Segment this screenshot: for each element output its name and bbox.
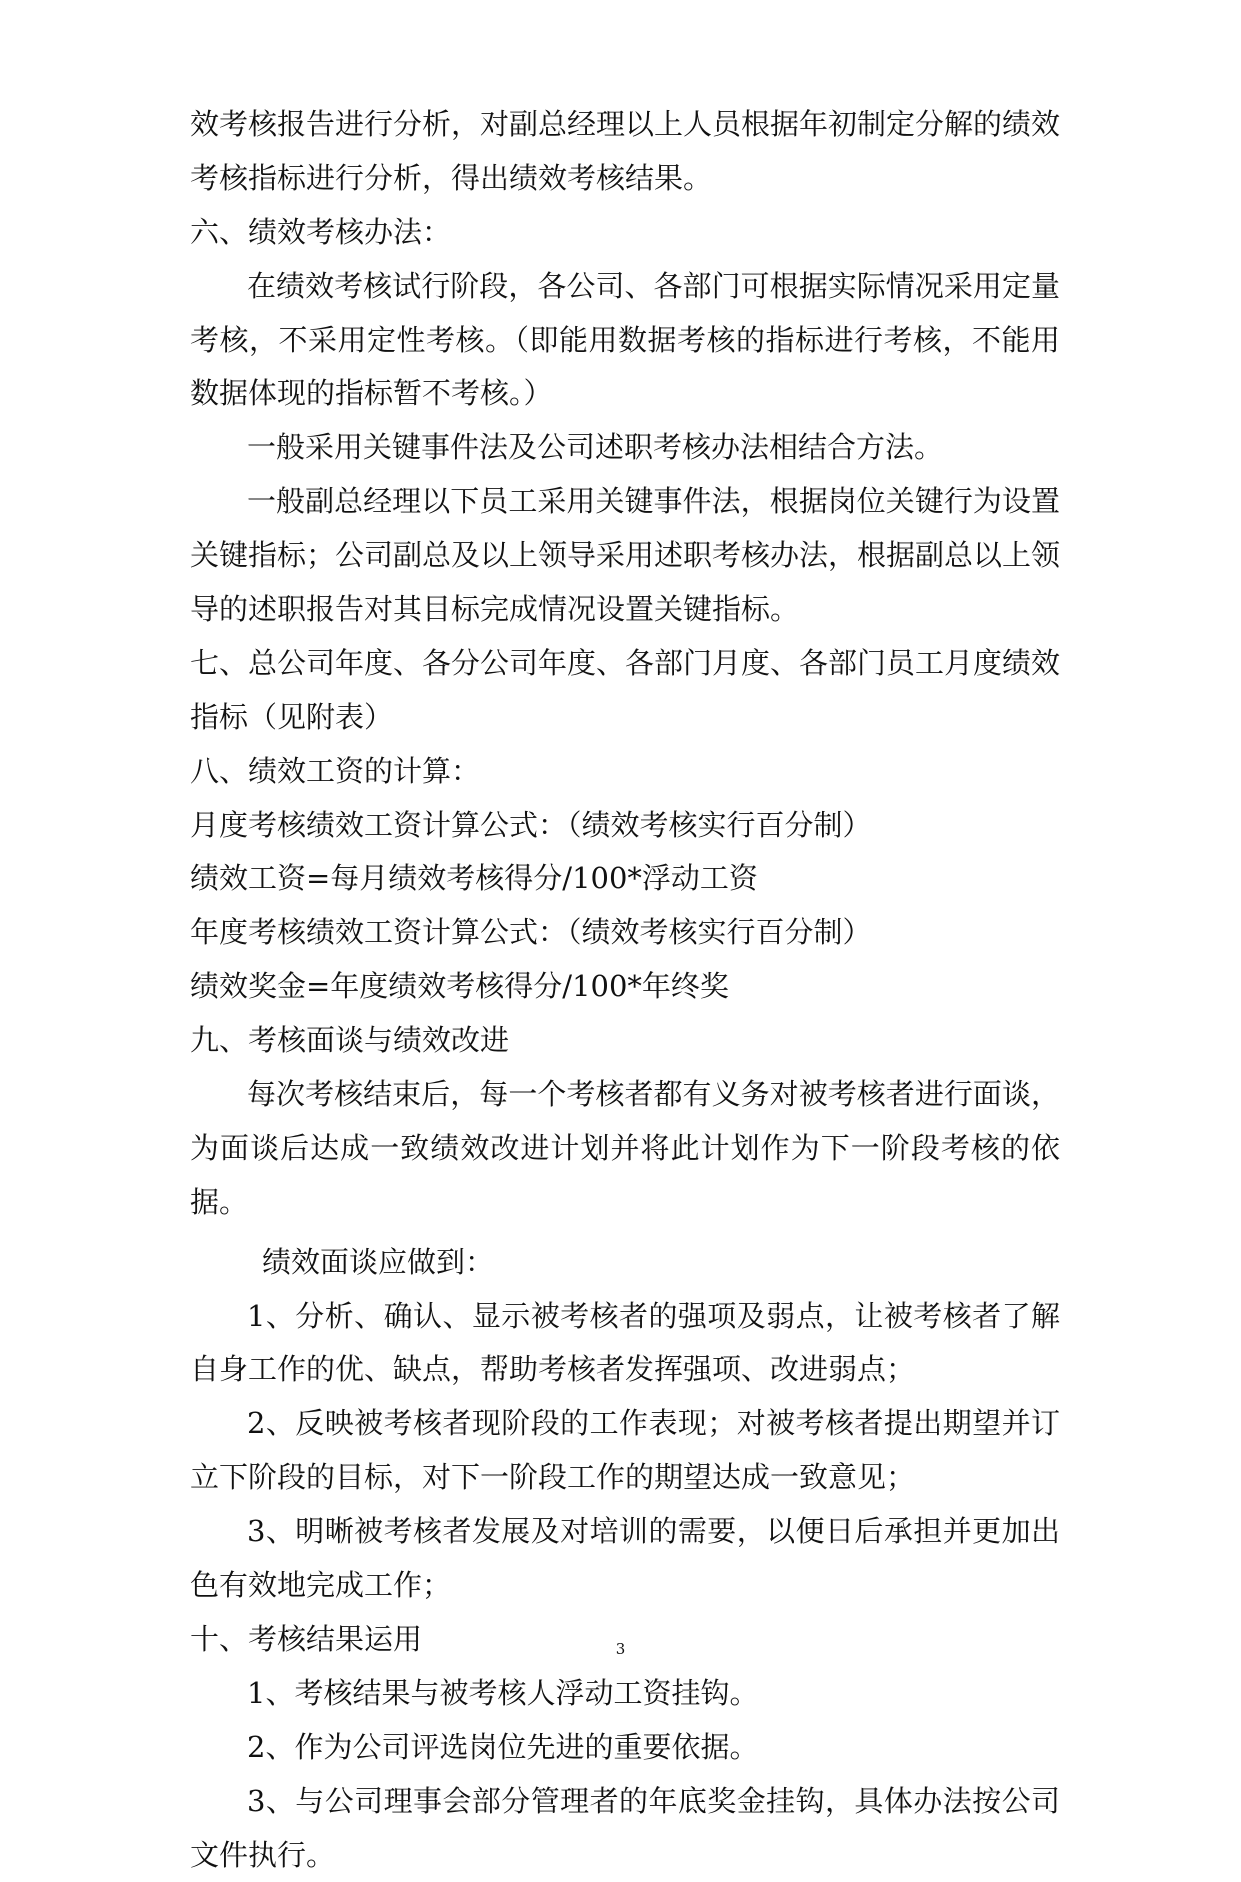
section-heading: 十、考核结果运用 [190, 1613, 1060, 1667]
text-line: 考核，不采用定性考核。（即能用数据考核的指标进行考核，不能用 [190, 314, 1060, 368]
list-item: 3、明晰被考核者发展及对培训的需要，以便日后承担并更加出 [190, 1505, 1060, 1559]
list-item: 2、作为公司评选岗位先进的重要依据。 [190, 1721, 1060, 1775]
list-item: 3、与公司理事会部分管理者的年底奖金挂钩，具体办法按公司 [190, 1775, 1060, 1829]
section-heading: 六、绩效考核办法： [190, 206, 1060, 260]
text-line: 效考核报告进行分析，对副总经理以上人员根据年初制定分解的绩效 [190, 98, 1060, 152]
text-line: 考核指标进行分析，得出绩效考核结果。 [190, 152, 1060, 206]
section-heading: 七、总公司年度、各分公司年度、各部门月度、各部门员工月度绩效 [190, 637, 1060, 691]
formula-caption: 年度考核绩效工资计算公式：（绩效考核实行百分制） [190, 906, 1060, 960]
section-heading: 八、绩效工资的计算： [190, 745, 1060, 799]
text-line: 文件执行。 [190, 1829, 1060, 1882]
text-line: 一般采用关键事件法及公司述职考核办法相结合方法。 [190, 421, 1060, 475]
text-line: 每次考核结束后，每一个考核者都有义务对被考核者进行面谈， [190, 1068, 1060, 1122]
text-line: 在绩效考核试行阶段，各公司、各部门可根据实际情况采用定量 [190, 260, 1060, 314]
text-line: 导的述职报告对其目标完成情况设置关键指标。 [190, 583, 1060, 637]
text-line: 一般副总经理以下员工采用关键事件法，根据岗位关键行为设置 [190, 475, 1060, 529]
text-line: 关键指标；公司副总及以上领导采用述职考核办法，根据副总以上领 [190, 529, 1060, 583]
formula-caption: 月度考核绩效工资计算公式：（绩效考核实行百分制） [190, 799, 1060, 853]
formula-line: 绩效工资=每月绩效考核得分/100*浮动工资 [190, 852, 1060, 906]
list-item: 1、考核结果与被考核人浮动工资挂钩。 [190, 1667, 1060, 1721]
text-line: 据。 [190, 1176, 1060, 1230]
list-item: 2、反映被考核者现阶段的工作表现；对被考核者提出期望并订 [190, 1397, 1060, 1451]
text-line: 绩效面谈应做到： [190, 1236, 1060, 1290]
text-line: 数据体现的指标暂不考核。） [190, 367, 1060, 421]
document-body [190, 98, 1060, 1882]
page-number: 3 [0, 1640, 1241, 1658]
text-line: 自身工作的优、缺点，帮助考核者发挥强项、改进弱点； [190, 1343, 1060, 1397]
formula-line: 绩效奖金=年度绩效考核得分/100*年终奖 [190, 960, 1060, 1014]
text-line: 为面谈后达成一致绩效改进计划并将此计划作为下一阶段考核的依 [190, 1122, 1060, 1176]
text-line: 立下阶段的目标，对下一阶段工作的期望达成一致意见； [190, 1451, 1060, 1505]
list-item: 1、分析、确认、显示被考核者的强项及弱点，让被考核者了解 [190, 1290, 1060, 1344]
text-line: 指标（见附表） [190, 691, 1060, 745]
section-heading: 九、考核面谈与绩效改进 [190, 1014, 1060, 1068]
text-line: 色有效地完成工作； [190, 1559, 1060, 1613]
